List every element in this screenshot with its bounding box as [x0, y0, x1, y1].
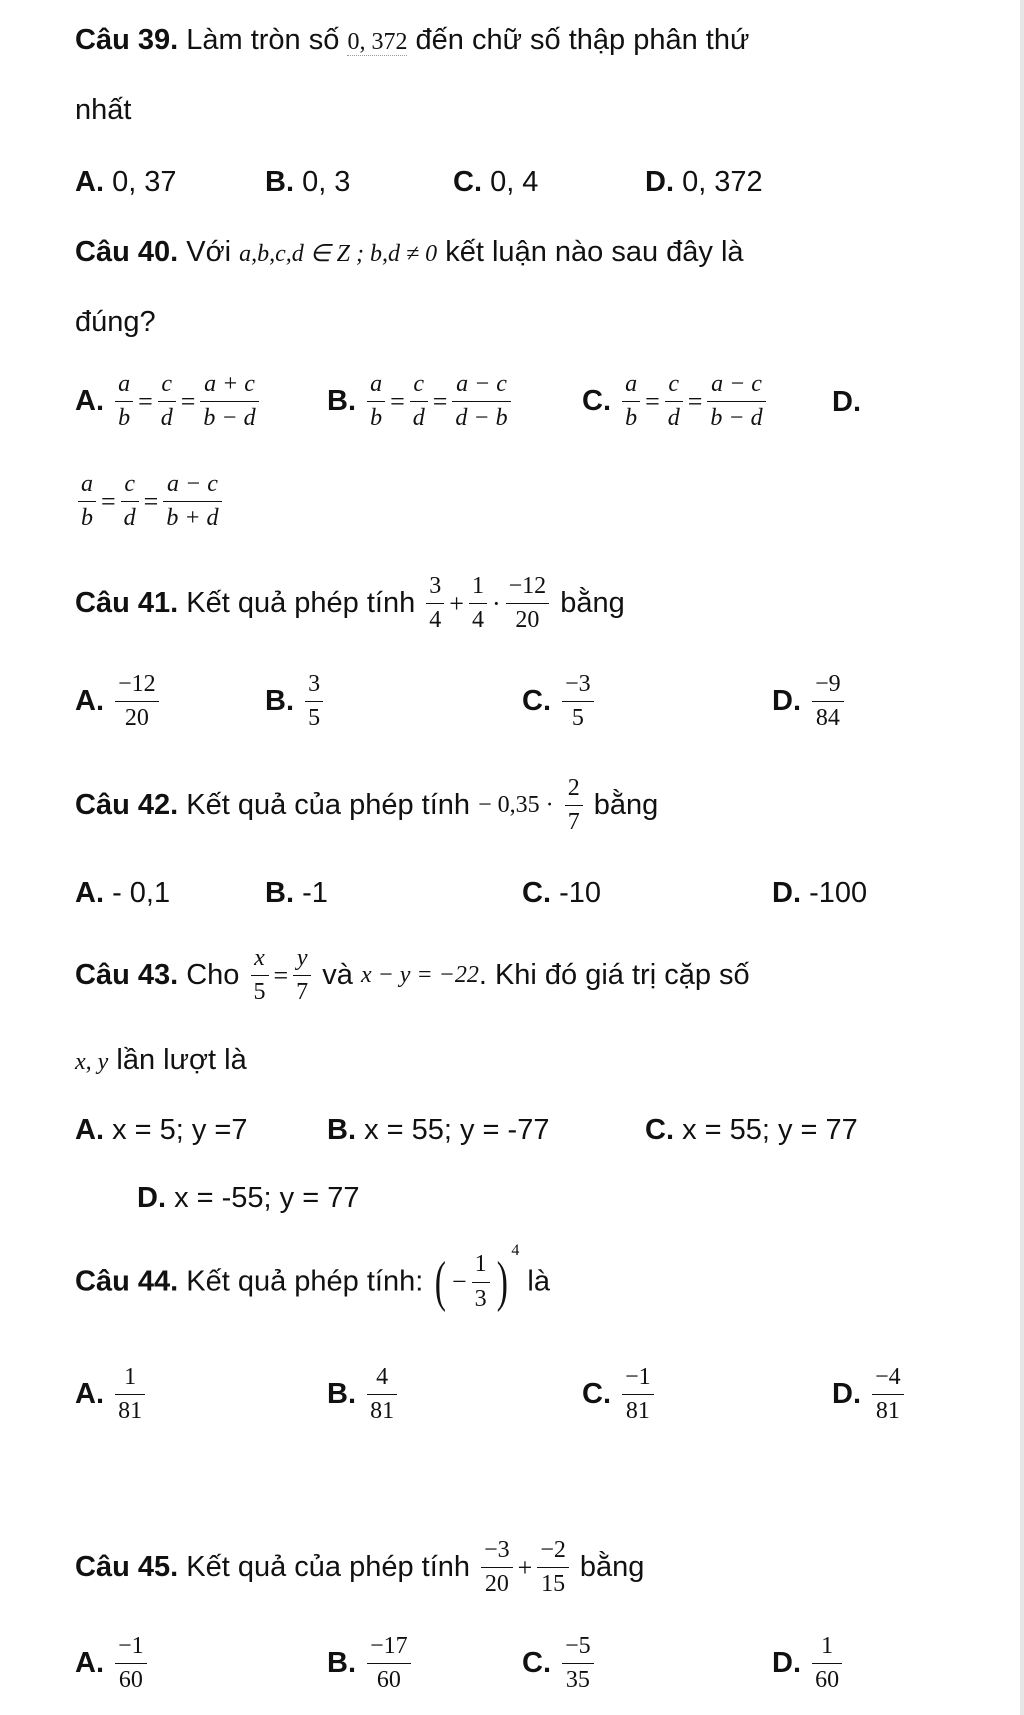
fraction-numerator: −1 [625, 1364, 651, 1390]
q40-option-d[interactable]: $\frac{a}{b}$ = $\frac{c}{d}$ = $\frac{a - c}{b + d}$ [75, 472, 225, 531]
q43-option-c[interactable] [645, 1114, 858, 1147]
q40-option-c[interactable]: C. $\frac{a}{b}$ = $\frac{c}{d}$ = $\frac{a - c}{b - d}$ [582, 372, 769, 431]
fraction-numerator: −1 [118, 1633, 144, 1659]
q39-number: 0, 372 [347, 29, 408, 55]
q40-option-c-letter: C. [582, 385, 611, 418]
fraction-numerator: −12 [118, 671, 156, 697]
q39-text-b: đến chữ số thập phân thứ [415, 24, 750, 56]
fraction-numerator: a − c [711, 371, 762, 397]
q44-option-b[interactable] [327, 1365, 400, 1424]
q44-option-a-letter: A. [75, 1378, 104, 1411]
q40-text-b: kết luận nào sau đây là [445, 236, 744, 268]
fraction-denominator: d [123, 505, 136, 532]
fraction-denominator: b − d [710, 405, 763, 432]
fraction-numerator: −5 [565, 1633, 591, 1659]
fraction-denominator: 7 [296, 979, 309, 1006]
q43-text-b: và [322, 959, 353, 992]
q39-option-c-letter: C. [453, 166, 482, 198]
q43-text-c: . Khi đó giá trị cặp số [478, 959, 750, 992]
fraction-numerator: y [296, 945, 308, 971]
fraction-numerator: c [668, 371, 680, 397]
fraction-numerator: a [625, 371, 638, 397]
fraction-numerator: −9 [815, 671, 841, 697]
fraction-numerator: −3 [565, 671, 591, 697]
q39-option-b[interactable] [265, 166, 350, 199]
q41-option-d-letter: D. [772, 685, 801, 718]
q39-stem [75, 24, 749, 57]
fraction-denominator: 35 [565, 1667, 590, 1694]
right-paren: ) [496, 1251, 508, 1313]
fraction-numerator: 1 [471, 573, 484, 599]
fraction-denominator: 20 [515, 607, 540, 634]
exponent: 4 [511, 1242, 520, 1259]
fraction-numerator: 1 [821, 1633, 834, 1659]
fraction-denominator: 81 [625, 1398, 650, 1425]
fraction-denominator: 4 [471, 607, 484, 634]
q43-expression: x − y = −22 [360, 962, 479, 989]
q43-option-b-value: x = 55; y = -77 [364, 1114, 550, 1146]
fraction-numerator: −4 [875, 1364, 901, 1390]
q42-option-b[interactable] [265, 877, 328, 910]
fraction-numerator: a [370, 371, 383, 397]
q45-text-a: Kết quả của phép tính [186, 1551, 471, 1584]
q39-option-a-letter: A. [75, 166, 104, 198]
q45-option-d[interactable] [772, 1634, 845, 1693]
plus-sign: + [449, 588, 464, 618]
q43-option-a-value: x = 5; y =7 [112, 1114, 248, 1146]
page-edge [1020, 0, 1024, 1715]
q40-condition: a,b,c,d ∈ Z ; b,d ≠ 0 [239, 241, 438, 267]
q39-option-a-value: 0, 37 [112, 166, 177, 198]
q41-stem [75, 574, 625, 633]
q44-option-d[interactable] [832, 1365, 907, 1424]
fraction-denominator: b [625, 405, 638, 432]
q42-text-a: Kết quả của phép tính [186, 789, 471, 822]
fraction-denominator: 60 [815, 1667, 840, 1694]
q40-option-a-letter: A. [75, 385, 104, 418]
q43-text-d: lần lượt là [116, 1044, 247, 1076]
q39-option-b-value: 0, 3 [302, 166, 351, 198]
q41-text-b: bằng [560, 587, 625, 620]
q43-stem [75, 946, 750, 1005]
q40-label: Câu 40. [75, 236, 179, 268]
q42-expression: − 0,35 · [478, 792, 554, 819]
q42-option-a-value: - 0,1 [112, 877, 171, 909]
fraction-denominator: 5 [308, 705, 321, 732]
q42-option-b-letter: B. [265, 877, 294, 909]
q44-text-b: là [527, 1265, 550, 1298]
fraction-denominator: b [370, 405, 383, 432]
q41-option-a[interactable] [75, 672, 162, 731]
q43-option-c-letter: C. [645, 1114, 674, 1146]
q44-stem [75, 1242, 550, 1314]
fraction-numerator: 1 [474, 1251, 487, 1278]
q41-option-b[interactable] [265, 672, 326, 731]
fraction-numerator: 4 [376, 1364, 389, 1390]
fraction-denominator: 60 [118, 1667, 143, 1694]
fraction-numerator: 3 [429, 573, 442, 599]
q44-option-c[interactable] [582, 1365, 657, 1424]
q45-option-a-letter: A. [75, 1647, 104, 1680]
q44-option-d-letter: D. [832, 1378, 861, 1411]
fraction-numerator: c [161, 371, 173, 397]
fraction-numerator: a − c [167, 471, 218, 497]
fraction-denominator: b [118, 405, 131, 432]
q43-option-b[interactable] [327, 1114, 549, 1147]
fraction-denominator: 20 [484, 1571, 509, 1598]
fraction-denominator: 3 [474, 1285, 487, 1312]
q45-option-c-letter: C. [522, 1647, 551, 1680]
q45-option-b[interactable] [327, 1634, 414, 1693]
fraction-denominator: 81 [875, 1398, 900, 1425]
q39-option-c-value: 0, 4 [490, 166, 539, 198]
q42-option-d[interactable] [772, 877, 867, 910]
q43-label: Câu 43. [75, 959, 179, 992]
fraction-numerator: a + c [204, 371, 255, 397]
q42-option-b-value: -1 [302, 877, 328, 909]
q42-option-c-value: -10 [559, 877, 601, 909]
fraction-denominator: 20 [124, 705, 149, 732]
fraction-numerator: −3 [484, 1537, 510, 1563]
fraction-numerator: a [81, 471, 93, 497]
fraction-numerator: −12 [508, 573, 547, 599]
q41-label: Câu 41. [75, 587, 179, 620]
q40-option-a[interactable]: A. $\frac{a}{b}$ = $\frac{c}{d}$ = $\frac{a + c}{b - d}$ [75, 372, 262, 431]
fraction-denominator: b [81, 505, 93, 532]
left-paren: ( [435, 1251, 447, 1313]
q41-option-c[interactable] [522, 672, 597, 731]
q42-option-c[interactable] [522, 877, 601, 910]
q41-option-d[interactable] [772, 672, 847, 731]
fraction-denominator: d [160, 405, 173, 432]
q41-text-a: Kết quả phép tính [186, 587, 416, 620]
fraction-denominator: d − b [455, 405, 508, 432]
q39-label: Câu 39. [75, 24, 179, 56]
q43-option-b-letter: B. [327, 1114, 356, 1146]
q40-text-a: Với [186, 236, 232, 268]
fraction-denominator: d [667, 405, 680, 432]
fraction-denominator: d [412, 405, 425, 432]
q40-option-d-letter-wrap[interactable] [832, 386, 861, 419]
q39-option-d[interactable] [645, 166, 763, 199]
fraction-denominator: 7 [567, 809, 580, 836]
q43-option-a[interactable] [75, 1114, 247, 1147]
q44-option-c-letter: C. [582, 1378, 611, 1411]
q39-option-c[interactable] [453, 166, 538, 199]
q42-option-a-letter: A. [75, 877, 104, 909]
q42-option-d-value: -100 [809, 877, 868, 909]
q40-option-b[interactable]: B. $\frac{a}{b}$ = $\frac{c}{d}$ = $\frac{a - c}{d - b}$ [327, 372, 514, 431]
q39-option-a[interactable] [75, 166, 177, 199]
q43-vars: x, y [75, 1049, 109, 1075]
q39-option-d-value: 0, 372 [682, 166, 763, 198]
q44-label: Câu 44. [75, 1265, 179, 1298]
q39-stem-cont [75, 94, 131, 127]
q42-option-a[interactable] [75, 877, 170, 910]
q45-option-b-letter: B. [327, 1647, 356, 1680]
q43-option-c-value: x = 55; y = 77 [682, 1114, 858, 1146]
fraction-numerator: a − c [456, 371, 507, 397]
fraction-denominator: 60 [376, 1667, 401, 1694]
minus-sign: − [451, 1267, 467, 1296]
q39-option-d-letter: D. [645, 166, 674, 198]
fraction-numerator: a [118, 371, 131, 397]
q42-text-b: bằng [593, 789, 659, 822]
fraction-denominator: 4 [429, 607, 442, 634]
q45-label: Câu 45. [75, 1551, 179, 1584]
fraction-numerator: 1 [124, 1364, 137, 1390]
q40-text-c: đúng? [75, 306, 156, 338]
q43-option-d-letter: D. [137, 1182, 166, 1214]
q43-stem-cont [75, 1044, 247, 1077]
fraction-denominator: 5 [253, 979, 266, 1006]
q40-option-b-letter: B. [327, 385, 356, 418]
q39-text-a: Làm tròn số [186, 24, 340, 56]
fraction-denominator: b + d [166, 505, 219, 532]
q44-text-a: Kết quả phép tính: [186, 1265, 424, 1298]
q39-option-b-letter: B. [265, 166, 294, 198]
fraction-denominator: 84 [815, 705, 840, 732]
q45-option-d-letter: D. [772, 1647, 801, 1680]
q41-option-c-letter: C. [522, 685, 551, 718]
q44-option-a[interactable] [75, 1365, 148, 1424]
q42-label: Câu 42. [75, 789, 179, 822]
plus-sign: + [517, 1552, 533, 1582]
fraction-denominator: 15 [541, 1571, 566, 1598]
q40-stem-cont [75, 306, 156, 339]
q45-stem [75, 1538, 644, 1597]
equals-sign: = [273, 960, 289, 990]
q42-stem [75, 776, 658, 835]
q41-option-b-letter: B. [265, 685, 294, 718]
q40-stem [75, 236, 744, 269]
q40-option-d-letter: D. [832, 386, 861, 418]
multiply-dot: · [491, 588, 501, 618]
fraction-denominator: 81 [118, 1398, 143, 1425]
fraction-numerator: −17 [370, 1633, 408, 1659]
q42-option-d-letter: D. [772, 877, 801, 909]
q45-option-a[interactable] [75, 1634, 150, 1693]
q45-text-b: bằng [579, 1551, 645, 1584]
fraction-numerator: −2 [540, 1537, 566, 1563]
fraction-numerator: c [124, 471, 135, 497]
fraction-denominator: 5 [571, 705, 584, 732]
fraction-numerator: 3 [308, 671, 321, 697]
q42-option-c-letter: C. [522, 877, 551, 909]
q44-option-b-letter: B. [327, 1378, 356, 1411]
q39-text-c: nhất [75, 94, 132, 126]
q43-text-a: Cho [186, 959, 240, 992]
q43-option-a-letter: A. [75, 1114, 104, 1146]
fraction-numerator: 2 [567, 775, 580, 801]
fraction-numerator: x [254, 945, 265, 971]
fraction-denominator: 81 [370, 1398, 395, 1425]
q43-option-d[interactable] [137, 1182, 359, 1215]
fraction-denominator: b − d [203, 405, 256, 432]
q43-option-d-value: x = -55; y = 77 [174, 1182, 360, 1214]
q41-option-a-letter: A. [75, 685, 104, 718]
fraction-numerator: c [413, 371, 425, 397]
q45-option-c[interactable] [522, 1634, 597, 1693]
